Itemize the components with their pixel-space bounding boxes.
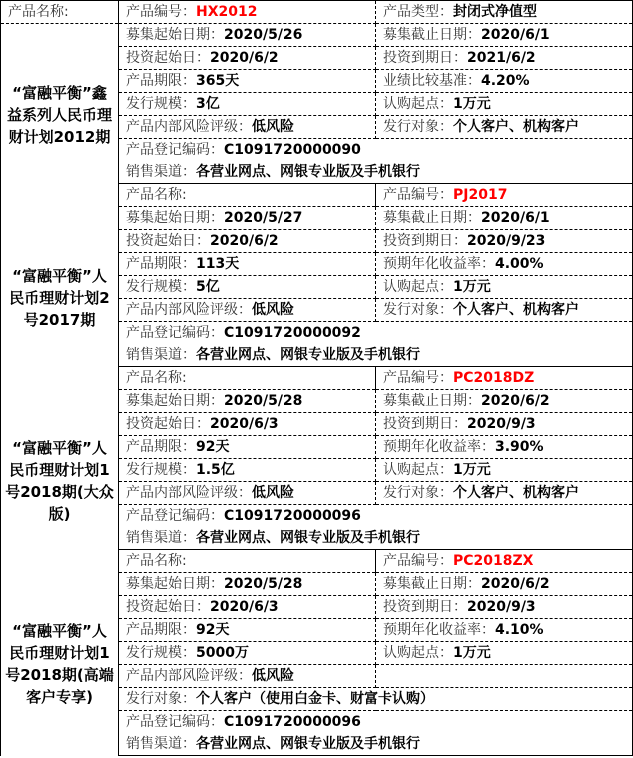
field-cell <box>376 70 633 93</box>
field-label: 产品编号： <box>126 4 196 20</box>
field-value: 2020/5/28 <box>224 393 303 409</box>
field-label: 发行规模： <box>126 96 196 112</box>
registration-code <box>126 505 632 527</box>
field-label: 投资到期日： <box>383 233 467 249</box>
field-value: 低风险 <box>252 302 294 318</box>
product-name-label: 产品名称: <box>119 184 376 207</box>
field-cell <box>376 47 633 70</box>
field-cell <box>119 207 376 230</box>
field-cell <box>119 47 376 70</box>
field-value: 2020/5/27 <box>224 210 303 226</box>
field-label: 募集截止日期： <box>383 27 481 43</box>
table-row <box>1 24 633 47</box>
registration-code <box>126 711 632 733</box>
field-value: 2020/6/3 <box>210 416 279 432</box>
field-value: 1万元 <box>453 279 491 295</box>
field-value: 各营业网点、网银专业版及手机银行 <box>196 347 420 363</box>
product-name-label: 产品名称: <box>119 550 376 573</box>
field-value: 365天 <box>196 73 240 89</box>
field-value: C1091720000090 <box>224 142 361 158</box>
field-label: 投资起始日： <box>126 599 210 615</box>
product-code-cell <box>376 367 633 390</box>
field-cell <box>376 116 633 139</box>
field-label: 产品类型： <box>383 4 453 20</box>
field-cell <box>376 299 633 322</box>
field-cell <box>376 573 633 596</box>
field-label: 产品登记编码： <box>126 325 224 341</box>
field-value: 92天 <box>196 439 230 455</box>
field-label: 发行对象： <box>383 485 453 501</box>
field-value: 2020/6/2 <box>481 393 550 409</box>
field-cell <box>376 93 633 116</box>
field-value: 3.90% <box>495 439 544 455</box>
field-value: 2020/5/28 <box>224 576 303 592</box>
field-value: 2020/5/26 <box>224 27 303 43</box>
field-label: 预期年化收益率： <box>383 256 495 272</box>
field-value: 4.00% <box>495 256 544 272</box>
registration-channel-cell <box>119 322 633 367</box>
field-value: 低风险 <box>252 668 294 684</box>
field-cell <box>119 596 376 619</box>
field-value: 5亿 <box>196 279 220 295</box>
product-header-row <box>1 1 633 24</box>
product-name-label: 产品名称: <box>1 1 119 24</box>
field-label: 募集截止日期： <box>383 393 481 409</box>
field-value: 1.5亿 <box>196 462 235 478</box>
field-label: 业绩比较基准： <box>383 73 481 89</box>
field-value: 5000万 <box>196 645 249 661</box>
field-cell <box>119 230 376 253</box>
field-value: 4.10% <box>495 622 544 638</box>
field-value: C1091720000092 <box>224 325 361 341</box>
registration-channel-cell <box>119 711 633 756</box>
field-value: 个人客户（使用白金卡、财富卡认购） <box>196 691 434 707</box>
field-label: 预期年化收益率： <box>383 622 495 638</box>
field-label: 产品内部风险评级： <box>126 302 252 318</box>
field-label: 产品期限： <box>126 439 196 455</box>
product-name: “富融平衡”人民币理财计划2号2017期 <box>1 207 119 390</box>
field-value: PC2018DZ <box>453 370 535 386</box>
field-label: 发行规模： <box>126 279 196 295</box>
field-label: 产品期限： <box>126 256 196 272</box>
product-name: “富融平衡”鑫益系列人民币理财计划2012期 <box>1 24 119 207</box>
product-code-cell <box>119 1 376 24</box>
field-label: 产品编号： <box>383 553 453 569</box>
field-cell <box>376 436 633 459</box>
field-label: 销售渠道： <box>126 347 196 363</box>
field-cell <box>119 253 376 276</box>
field-value: 92天 <box>196 622 230 638</box>
field-value: PC2018ZX <box>453 553 534 569</box>
field-cell <box>119 619 376 642</box>
field-value: 各营业网点、网银专业版及手机银行 <box>196 530 420 546</box>
registration-channel-cell <box>119 505 633 550</box>
field-label: 产品登记编码： <box>126 714 224 730</box>
sales-channel <box>126 161 632 183</box>
field-label: 募集起始日期： <box>126 210 224 226</box>
field-value: PJ2017 <box>453 187 508 203</box>
field-label: 产品期限： <box>126 73 196 89</box>
field-cell <box>376 642 633 665</box>
field-value: 3亿 <box>196 96 220 112</box>
field-cell <box>119 116 376 139</box>
field-label: 预期年化收益率： <box>383 439 495 455</box>
field-value: 1万元 <box>453 96 491 112</box>
field-value: 个人客户、机构客户 <box>453 302 579 318</box>
field-cell <box>119 93 376 116</box>
field-cell <box>376 619 633 642</box>
field-cell <box>119 665 376 688</box>
field-cell <box>376 665 633 688</box>
field-value: 2020/9/3 <box>467 599 536 615</box>
field-value: C1091720000096 <box>224 508 361 524</box>
field-value: 113天 <box>196 256 240 272</box>
field-cell <box>376 482 633 505</box>
field-cell <box>119 413 376 436</box>
field-value: 2020/9/23 <box>467 233 546 249</box>
product-name-label: 产品名称: <box>119 367 376 390</box>
field-label: 产品期限： <box>126 622 196 638</box>
product-name: “富融平衡”人民币理财计划1号2018期(高端客户专享) <box>1 573 119 756</box>
registration-code <box>126 139 632 161</box>
field-value: 2020/6/3 <box>210 599 279 615</box>
table-row <box>1 390 633 413</box>
field-label: 销售渠道： <box>126 164 196 180</box>
field-cell <box>376 413 633 436</box>
field-label: 募集起始日期： <box>126 27 224 43</box>
field-cell <box>119 459 376 482</box>
field-value: 2020/6/2 <box>210 50 279 66</box>
field-label: 认购起点： <box>383 462 453 478</box>
sales-channel <box>126 733 632 755</box>
field-cell <box>119 276 376 299</box>
field-cell <box>376 24 633 47</box>
field-label: 发行对象： <box>126 691 196 707</box>
field-value: 低风险 <box>252 485 294 501</box>
field-cell <box>119 70 376 93</box>
field-cell <box>376 596 633 619</box>
product-type-cell <box>376 1 633 24</box>
product-name: “富融平衡”人民币理财计划1号2018期(大众版) <box>1 390 119 573</box>
field-cell <box>376 459 633 482</box>
field-label: 募集起始日期： <box>126 393 224 409</box>
sales-channel <box>126 527 632 549</box>
registration-code <box>126 322 632 344</box>
field-cell <box>119 390 376 413</box>
product-code-cell <box>376 550 633 573</box>
field-value: 2020/6/2 <box>210 233 279 249</box>
field-value: 各营业网点、网银专业版及手机银行 <box>196 736 420 752</box>
field-cell <box>119 573 376 596</box>
field-value: 2020/6/1 <box>481 27 550 43</box>
field-label: 投资起始日： <box>126 416 210 432</box>
field-value: 1万元 <box>453 462 491 478</box>
field-label: 发行对象： <box>383 302 453 318</box>
field-value: C1091720000096 <box>224 714 361 730</box>
registration-channel-cell <box>119 139 633 184</box>
field-value: 2021/6/2 <box>467 50 536 66</box>
field-label: 产品内部风险评级： <box>126 668 252 684</box>
field-label: 发行对象： <box>383 119 453 135</box>
field-cell <box>119 482 376 505</box>
field-value: 各营业网点、网银专业版及手机银行 <box>196 164 420 180</box>
field-label: 产品编号： <box>383 370 453 386</box>
field-label: 产品内部风险评级： <box>126 119 252 135</box>
field-label: 投资到期日： <box>383 599 467 615</box>
field-value: 封闭式净值型 <box>453 4 537 20</box>
field-label: 认购起点： <box>383 96 453 112</box>
field-label: 募集起始日期： <box>126 576 224 592</box>
field-label: 销售渠道： <box>126 530 196 546</box>
field-cell <box>376 390 633 413</box>
table-row <box>1 207 633 230</box>
field-label: 投资起始日： <box>126 233 210 249</box>
field-label: 销售渠道： <box>126 736 196 752</box>
field-label: 认购起点： <box>383 279 453 295</box>
field-label: 产品登记编码： <box>126 142 224 158</box>
sales-channel <box>126 344 632 366</box>
field-cell <box>376 253 633 276</box>
field-cell <box>119 642 376 665</box>
field-cell <box>119 299 376 322</box>
field-value: 4.20% <box>481 73 530 89</box>
table-row <box>1 573 633 596</box>
field-label: 产品登记编码： <box>126 508 224 524</box>
field-label: 募集截止日期： <box>383 210 481 226</box>
product-code-cell <box>376 184 633 207</box>
field-label: 发行规模： <box>126 645 196 661</box>
field-value: 个人客户、机构客户 <box>453 119 579 135</box>
field-label: 投资起始日： <box>126 50 210 66</box>
field-cell <box>376 276 633 299</box>
field-cell <box>119 436 376 459</box>
field-cell <box>119 24 376 47</box>
field-label: 投资到期日： <box>383 50 467 66</box>
field-label: 发行规模： <box>126 462 196 478</box>
field-label: 产品内部风险评级： <box>126 485 252 501</box>
field-value: 2020/9/3 <box>467 416 536 432</box>
field-label: 产品编号： <box>383 187 453 203</box>
field-value: HX2012 <box>196 4 258 20</box>
field-value: 2020/6/2 <box>481 576 550 592</box>
field-cell <box>119 688 633 711</box>
field-value: 2020/6/1 <box>481 210 550 226</box>
field-cell <box>376 207 633 230</box>
field-value: 个人客户、机构客户 <box>453 485 579 501</box>
field-label: 投资到期日： <box>383 416 467 432</box>
field-value: 1万元 <box>453 645 491 661</box>
field-label: 认购起点： <box>383 645 453 661</box>
field-value: 低风险 <box>252 119 294 135</box>
field-label: 募集截止日期： <box>383 576 481 592</box>
field-cell <box>376 230 633 253</box>
